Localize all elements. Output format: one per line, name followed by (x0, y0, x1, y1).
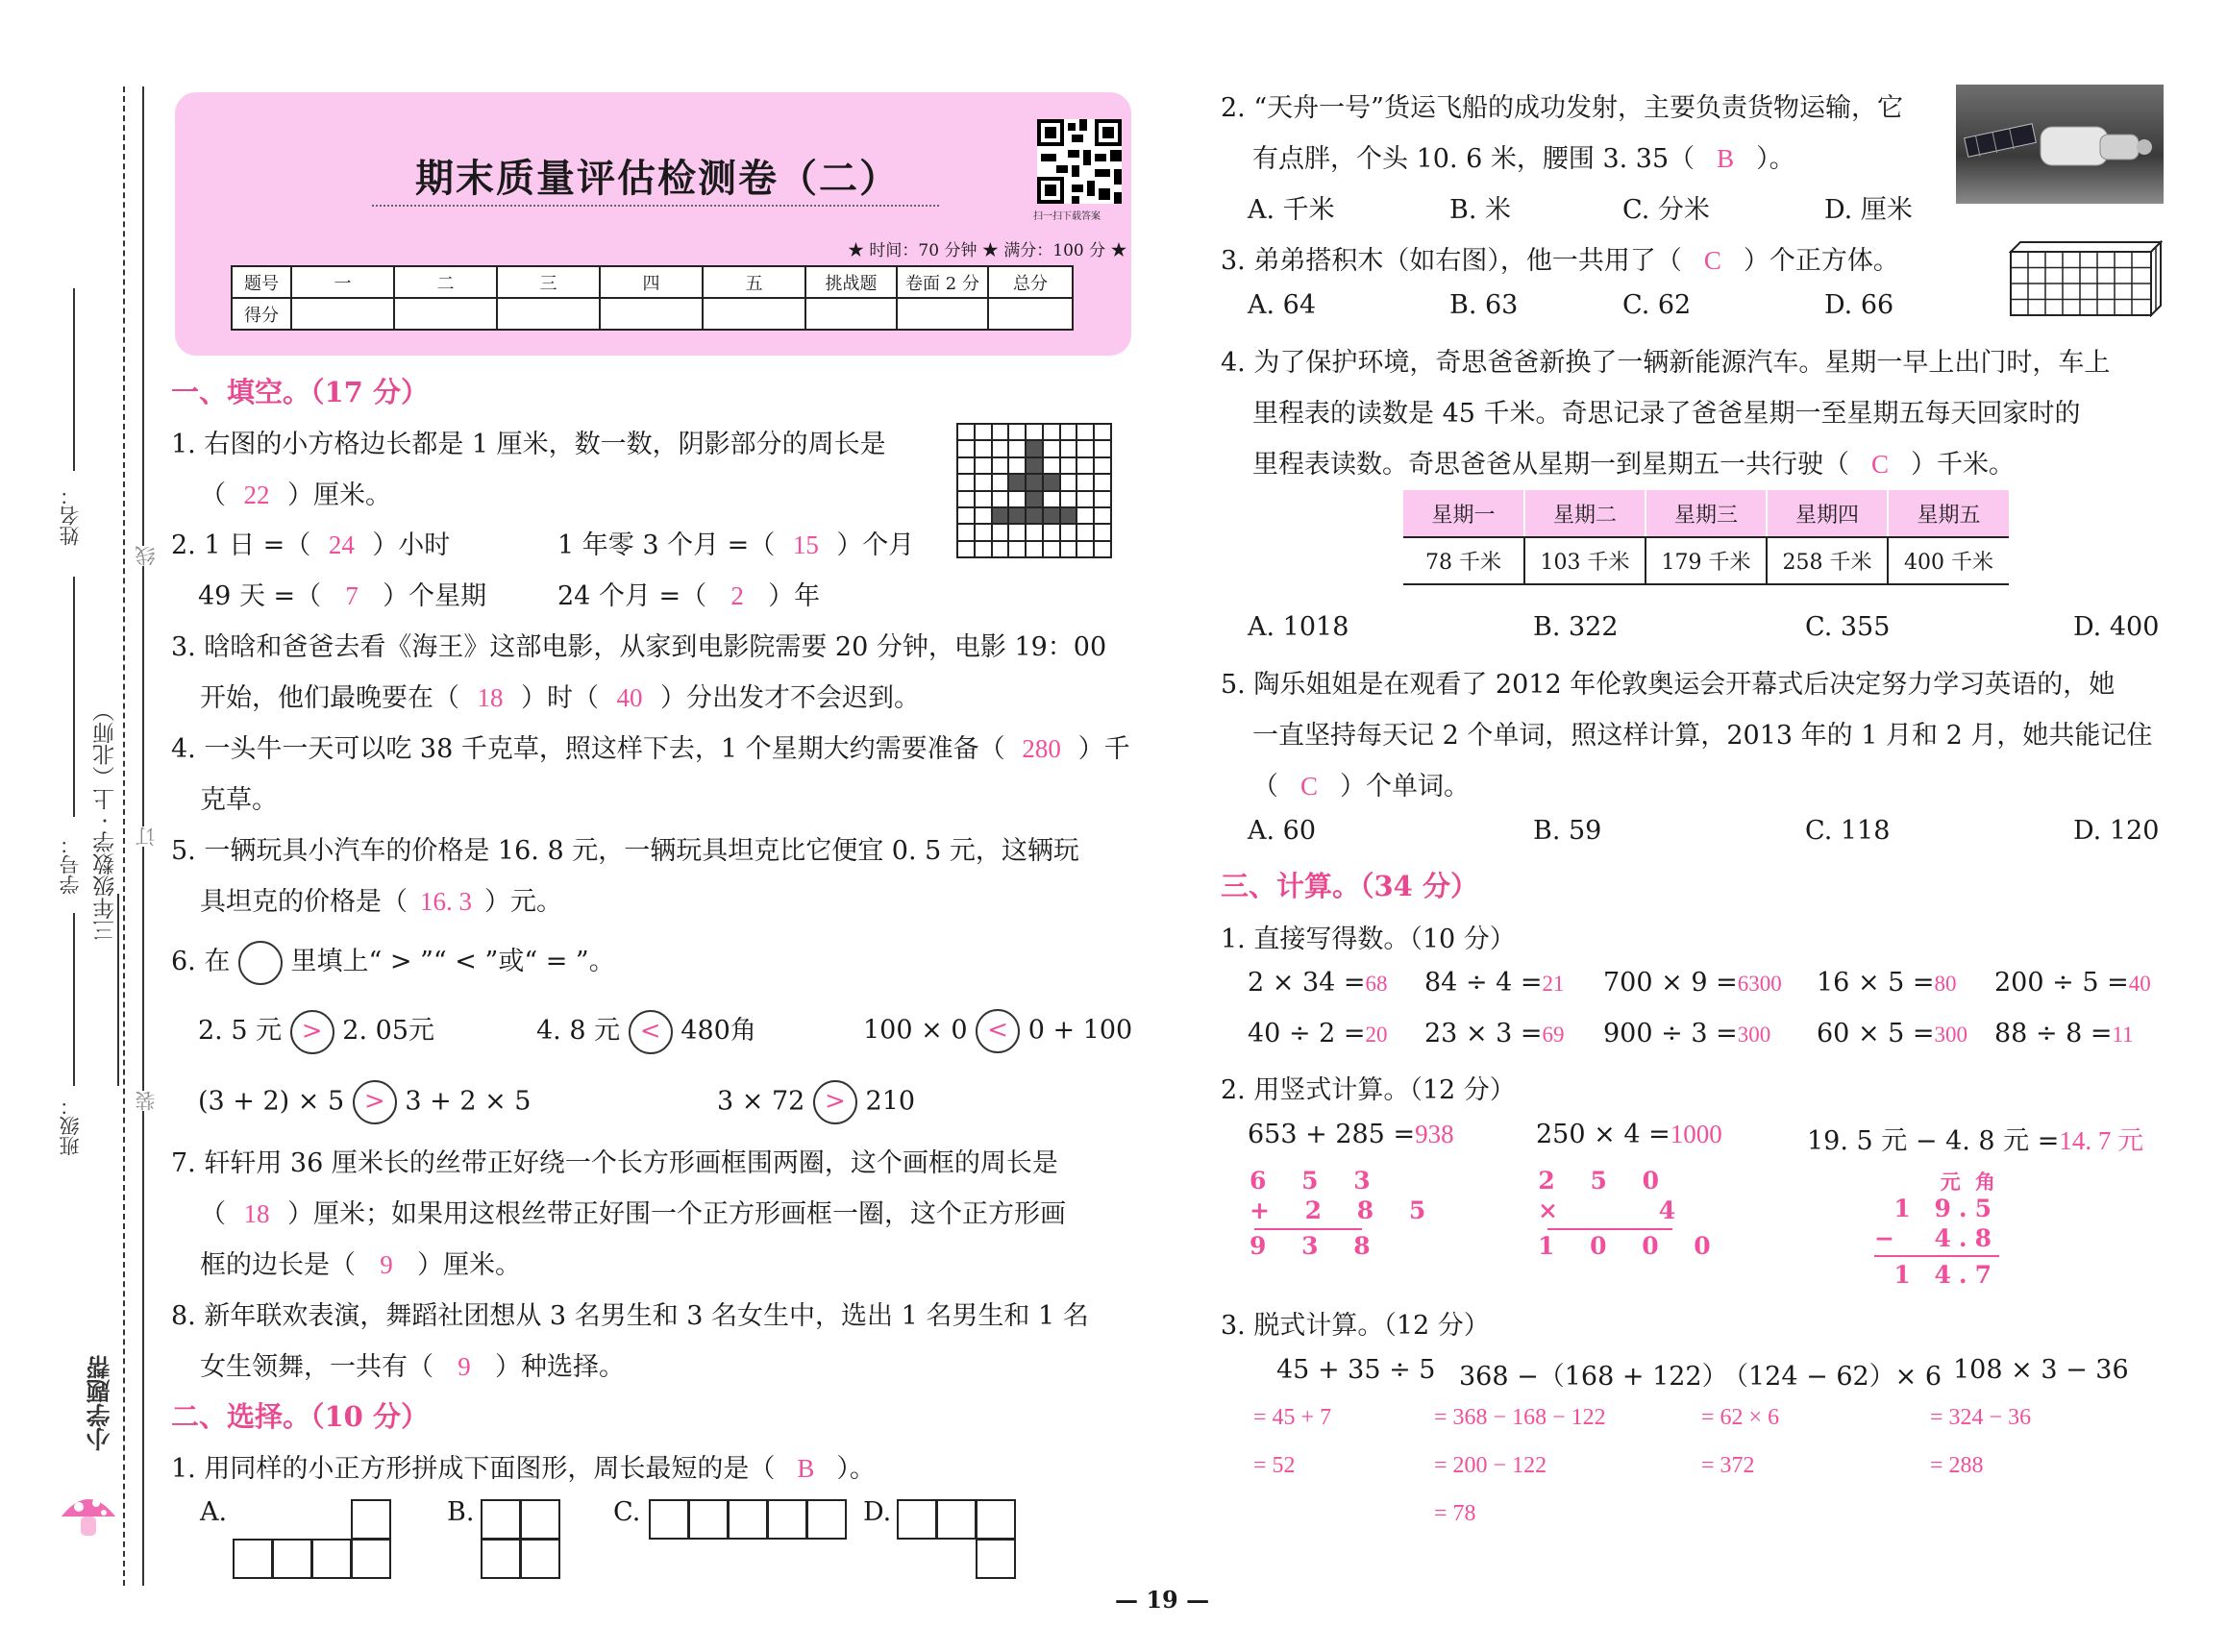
mental-calc-expr: 23 × 3 = (1424, 1019, 1543, 1048)
stepwise-step: = 52 (1253, 1453, 1296, 1478)
grid-cell (976, 525, 993, 541)
grid-cell-shaded (1009, 508, 1027, 525)
grid-cell (1009, 542, 1027, 558)
s3-q3-title: 3. 脱式计算。（12 分） (1221, 1311, 1490, 1341)
vcalc-row: 1 0 0 0 (1538, 1232, 1724, 1260)
score-header-cell: 五 (703, 266, 805, 298)
grid-cell (1077, 475, 1095, 491)
option-label-a: A. (200, 1497, 228, 1527)
shape-a (233, 1499, 396, 1582)
cube-stack-figure (2009, 240, 2163, 317)
grid-cell (1044, 425, 1061, 441)
stepwise-step: = 78 (1434, 1501, 1476, 1526)
s1-q2-d: 24 个月 =（ 2 ）年 (557, 581, 821, 611)
mental-calc-expr: 60 × 5 = (1817, 1019, 1935, 1048)
day-header: 星期一 (1403, 490, 1524, 537)
grid-cell-shaded (1061, 508, 1078, 525)
mental-calc-expr: 200 ÷ 5 = (1994, 968, 2129, 998)
vertical-calc-eq: 653 + 285 =938 (1248, 1120, 1454, 1149)
mental-calc-answer: 40 (2128, 972, 2151, 996)
grid-cell (1061, 492, 1078, 508)
time-info: ★ 时间：70 分钟 ★ 满分：100 分 ★ (848, 241, 1127, 260)
s1-q5-line1: 5. 一辆玩具小汽车的价格是 16. 8 元，一辆玩具坦克比它便宜 0. 5 元，这辆玩 (171, 836, 1079, 866)
s3-q1-title: 1. 直接写得数。（10 分） (1221, 925, 1516, 954)
score-input-cell[interactable] (600, 298, 703, 330)
s1-q2-a: 2. 1 日 =（ 24 ）小时 (171, 530, 451, 560)
mental-calc-item (1603, 968, 1782, 998)
grid-cell (1095, 458, 1112, 475)
spacecraft-photo (1956, 85, 2164, 204)
reading-cell: 258 千米 (1767, 537, 1888, 584)
vcalc-rule (1547, 1228, 1672, 1230)
score-header-cell: 卷面 2 分 (897, 266, 988, 298)
grid-cell (993, 425, 1010, 441)
grid-cell (958, 475, 976, 491)
s1-q8-line1: 8. 新年联欢表演，舞蹈社团想从 3 名男生和 3 名女生中，选出 1 名男生和 1 名 (171, 1301, 1089, 1331)
grid-cell (1077, 425, 1095, 441)
grid-cell (1061, 542, 1078, 558)
stepwise-step: = 62 × 6 (1701, 1405, 1780, 1430)
stepwise-step: = 288 (1930, 1453, 1984, 1478)
compare-answer-circle: < (976, 1009, 1020, 1053)
grid-cell (1095, 441, 1112, 457)
compare-item: 3 × 72 > 210 (717, 1080, 915, 1124)
s2-q2-line2: 有点胖，个头 10. 6 米，腰围 3. 35（ B ）。 (1252, 144, 1795, 174)
compare-item: 4. 8 元 < 480角 (536, 1009, 756, 1054)
option: C. 62 (1622, 290, 1692, 320)
option: D. 66 (1824, 290, 1894, 320)
vcalc-row: 元 角 (1940, 1170, 1999, 1194)
s1-q3-line2: 开始，他们最晚要在（ 18 ）时（ 40 ）分出发才不会迟到。 (200, 683, 920, 713)
score-input-cell[interactable] (988, 298, 1073, 330)
vertical-calc-eq: 250 × 4 =1000 (1536, 1120, 1722, 1149)
grid-cell (1061, 525, 1078, 541)
class-label: 班级： (59, 1096, 82, 1156)
s1-q7-line1: 7. 轩轩用 36 厘米长的丝带正好绕一个长方形画框围两圈，这个画框的周长是 (171, 1148, 1058, 1178)
seal-xian: 线 (132, 546, 161, 566)
grid-cell (976, 542, 993, 558)
mental-calc-item (1603, 1019, 1770, 1048)
option: D. 厘米 (1824, 195, 1913, 225)
reading-cell: 400 千米 (1888, 537, 2009, 584)
score-table (231, 265, 1074, 331)
option-label-b: B. (447, 1497, 475, 1527)
book-title: 三年级数学 · 上（北师） (93, 700, 118, 942)
score-input-cell[interactable] (897, 298, 988, 330)
exam-header (175, 92, 1131, 356)
option: D. 120 (2073, 816, 2160, 846)
grid-figure (956, 423, 1112, 558)
grid-cell (1095, 475, 1112, 491)
grid-cell (1044, 458, 1061, 475)
shape-b (481, 1499, 563, 1582)
s2-q5-line3: （ C ）个单词。 (1252, 772, 1470, 801)
reading-cell: 78 千米 (1403, 537, 1524, 584)
grid-cell (1061, 475, 1078, 491)
compare-answer-circle: > (353, 1080, 397, 1124)
s3-q2-title: 2. 用竖式计算。（12 分） (1221, 1075, 1516, 1105)
grid-cell (993, 441, 1010, 457)
day-header: 星期五 (1888, 490, 2009, 537)
stepwise-step: = 372 (1701, 1453, 1755, 1478)
score-input-cell[interactable] (394, 298, 497, 330)
s1-q4-line2: 克草。 (200, 785, 278, 815)
grid-cell (993, 542, 1010, 558)
seal-ding: 订 (132, 826, 161, 847)
brand-mushroom-icon (58, 1488, 119, 1540)
grid-cell-shaded (1027, 508, 1044, 525)
option: B. 米 (1449, 195, 1512, 225)
option: A. 64 (1248, 290, 1317, 320)
qr-code-icon[interactable] (1037, 119, 1122, 204)
score-header-cell: 题号 (232, 266, 291, 298)
mental-calc-item (1817, 1019, 1967, 1048)
stepwise-step: = 200 − 122 (1434, 1453, 1547, 1478)
student-id-label: 学号： (59, 834, 82, 895)
mental-calc-expr: 2 × 34 = (1248, 968, 1366, 998)
option: C. 355 (1805, 612, 1891, 642)
odometer-table (1403, 490, 2009, 585)
grid-cell (976, 508, 993, 525)
s1-q7-line3: 框的边长是（ 9 ）厘米。 (200, 1250, 521, 1280)
brand-label: 小学题帮 (86, 1355, 113, 1451)
day-header: 星期四 (1767, 490, 1888, 537)
mental-calc-answer: 6300 (1737, 972, 1782, 996)
mental-calc-item (1248, 1019, 1388, 1048)
seal-zhuang: 装 (132, 1091, 161, 1111)
book-title-underline (117, 894, 119, 1086)
option: C. 分米 (1622, 195, 1710, 225)
mental-calc-answer: 300 (1737, 1023, 1771, 1047)
s1-q1-line1: 1. 右图的小方格边长都是 1 厘米，数一数，阴影部分的周长是 (171, 430, 886, 459)
stepwise-step: = 45 + 7 (1253, 1405, 1332, 1430)
student-id-underline (73, 577, 75, 817)
vcalc-row: − 4.8 (1874, 1224, 1999, 1252)
option: C. 118 (1805, 816, 1891, 846)
s2-q2-line1: 2. “天舟一号”货运飞船的成功发射，主要负责货物运输，它 (1221, 93, 1903, 123)
compare-answer-circle: < (629, 1010, 673, 1054)
grid-cell (1077, 542, 1095, 558)
mental-calc-item (1248, 968, 1388, 998)
grid-cell-shaded (1027, 441, 1044, 457)
option: A. 1018 (1248, 612, 1349, 642)
option: B. 59 (1533, 816, 1602, 846)
grid-cell (1044, 525, 1061, 541)
compare-answer-circle: > (813, 1080, 857, 1124)
s2-q1-line1: 1. 用同样的小正方形拼成下面图形，周长最短的是（ B ）。 (171, 1454, 876, 1484)
stepwise-expr: （124 − 62）× 6 (1722, 1362, 1942, 1392)
reading-cell: 103 千米 (1524, 537, 1646, 584)
name-label: 姓名： (59, 485, 82, 546)
grid-cell (958, 542, 976, 558)
mental-calc-answer: 21 (1542, 972, 1565, 996)
mental-calc-item (1424, 968, 1565, 998)
grid-cell (993, 475, 1010, 491)
grid-cell-shaded (1044, 508, 1061, 525)
s1-q5-line2: 具坦克的价格是（ 16. 3 ）元。 (200, 887, 562, 917)
score-input-cell[interactable] (805, 298, 897, 330)
grid-cell (1009, 525, 1027, 541)
grid-cell (1044, 542, 1061, 558)
grid-cell-shaded (1027, 475, 1044, 491)
s2-q5-line2: 一直坚持每天记 2 个单词，照这样计算，2013 年的 1 月和 2 月，她共能记住 (1252, 721, 2153, 751)
grid-cell (1095, 492, 1112, 508)
mental-calc-expr: 16 × 5 = (1817, 968, 1935, 998)
stepwise-step: = 368 − 168 − 122 (1434, 1405, 1606, 1430)
grid-cell (1095, 508, 1112, 525)
grid-cell (958, 508, 976, 525)
section1-heading: 一、填空。（17 分） (171, 376, 429, 408)
grid-cell (1061, 441, 1078, 457)
grid-cell (976, 458, 993, 475)
option-label-d: D. (863, 1497, 892, 1527)
grid-cell (1077, 492, 1095, 508)
vcalc-row: × 4 (1538, 1196, 1690, 1224)
s2-q5-line1: 5. 陶乐姐姐是在观看了 2012 年伦敦奥运会开幕式后决定努力学习英语的，她 (1221, 670, 2116, 700)
grid-cell (1027, 425, 1044, 441)
grid-cell-shaded (993, 508, 1010, 525)
mental-calc-expr: 40 ÷ 2 = (1248, 1019, 1366, 1048)
page-number: — 19 — (1115, 1586, 1210, 1614)
vcalc-rule (1874, 1255, 1999, 1257)
day-header: 星期二 (1524, 490, 1646, 537)
stepwise-step: = 324 − 36 (1930, 1405, 2032, 1430)
vcalc-row: + 2 8 5 (1250, 1196, 1440, 1224)
option-label-c: C. (613, 1497, 641, 1527)
grid-cell-shaded (1027, 492, 1044, 508)
grid-cell (1095, 525, 1112, 541)
s2-q4-line3: 里程表读数。奇思爸爸从星期一到星期五一共行驶（ C ）千米。 (1252, 450, 2015, 480)
mental-calc-answer: 80 (1934, 972, 1957, 996)
grid-cell (1009, 492, 1027, 508)
section2-heading: 二、选择。（10 分） (171, 1400, 429, 1433)
score-header-cell: 二 (394, 266, 497, 298)
score-header-cell: 总分 (988, 266, 1073, 298)
grid-cell (1095, 542, 1112, 558)
empty-circle-icon (238, 941, 283, 985)
grid-cell (958, 458, 976, 475)
score-input-cell[interactable] (703, 298, 805, 330)
option: D. 400 (2073, 612, 2160, 642)
grid-cell-shaded (1009, 475, 1027, 491)
mental-calc-item (1994, 1019, 2134, 1048)
grid-cell (1077, 458, 1095, 475)
s1-q6-title: 6. 在 里填上“ > ”“ < ”或“ = ”。 (171, 940, 615, 985)
vcalc-row: 9 3 8 (1250, 1232, 1384, 1260)
grid-cell (1009, 441, 1027, 457)
grid-cell (958, 525, 976, 541)
section3-heading: 三、计算。（34 分） (1221, 870, 1478, 902)
reading-cell: 179 千米 (1646, 537, 1767, 584)
vcalc-row: 1 9.5 (1893, 1195, 1999, 1222)
vcalc-row: 1 4.7 (1893, 1261, 1999, 1289)
stepwise-expr: 45 + 35 ÷ 5 (1276, 1355, 1436, 1385)
mental-calc-answer: 68 (1365, 972, 1388, 996)
grid-cell (993, 525, 1010, 541)
grid-cell (958, 425, 976, 441)
day-header: 星期三 (1646, 490, 1767, 537)
s1-q1-line2: （ 22 ）厘米。 (200, 481, 391, 510)
grid-cell-shaded (1027, 458, 1044, 475)
mental-calc-expr: 84 ÷ 4 = (1424, 968, 1543, 998)
score-input-cell[interactable] (497, 298, 600, 330)
binding-line-dashed (123, 86, 125, 1586)
mental-calc-item (1817, 968, 1957, 998)
grid-cell (976, 425, 993, 441)
grid-cell (976, 475, 993, 491)
s2-q4-line1: 4. 为了保护环境，奇思爸爸新换了一辆新能源汽车。星期一早上出门时，车上 (1221, 348, 2111, 378)
mental-calc-answer: 11 (2112, 1023, 2134, 1047)
mental-calc-item (1424, 1019, 1565, 1048)
grid-cell (958, 492, 976, 508)
grid-cell (1027, 525, 1044, 541)
grid-cell-shaded (1044, 475, 1061, 491)
compare-answer-circle: > (290, 1010, 334, 1054)
grid-cell (1077, 525, 1095, 541)
s1-q3-line1: 3. 晗晗和爸爸去看《海王》这部电影，从家到电影院需要 20 分钟，电影 19：00 (171, 632, 1107, 662)
score-input-cell[interactable] (291, 298, 394, 330)
mental-calc-answer: 300 (1934, 1023, 1968, 1047)
grid-cell (1027, 542, 1044, 558)
mental-calc-answer: 20 (1365, 1023, 1388, 1047)
grid-cell (1077, 508, 1095, 525)
title-rule (372, 205, 939, 207)
option: B. 63 (1449, 290, 1519, 320)
mental-calc-expr: 88 ÷ 8 = (1994, 1019, 2113, 1048)
option: B. 322 (1533, 612, 1619, 642)
s1-q4-line1: 4. 一头牛一天可以吃 38 千克草，照这样下去，1 个星期大约需要准备（ 280 ）千 (171, 734, 1130, 764)
grid-cell (976, 492, 993, 508)
s2-q3-line1: 3. 弟弟搭积木（如右图），他一共用了（ C ）个正方体。 (1221, 246, 1899, 276)
compare-item: 2. 5 元 > 2. 05元 (198, 1009, 434, 1054)
s2-q4-line2: 里程表的读数是 45 千米。奇思记录了爸爸星期一至星期五每天回家时的 (1252, 399, 2081, 429)
stepwise-expr: 108 × 3 − 36 (1953, 1355, 2129, 1385)
qr-caption: 扫一扫下载答案 (1033, 211, 1101, 222)
grid-cell (976, 441, 993, 457)
mental-calc-expr: 700 × 9 = (1603, 968, 1738, 998)
grid-cell (1044, 492, 1061, 508)
shape-d (897, 1499, 1022, 1582)
grid-cell (1095, 425, 1112, 441)
shape-c (649, 1499, 851, 1541)
s1-q8-line2: 女生领舞，一共有（ 9 ）种选择。 (200, 1352, 625, 1382)
grid-cell (1061, 458, 1078, 475)
score-header-cell: 四 (600, 266, 703, 298)
s1-q7-line2: （ 18 ）厘米；如果用这根丝带正好围一个正方形画框一圈，这个正方形画 (200, 1199, 1066, 1229)
vertical-calc-eq: 19. 5 元 − 4. 8 元 =14. 7 元 (1807, 1126, 2144, 1156)
name-underline (73, 288, 75, 471)
grid-cell (993, 458, 1010, 475)
grid-cell (993, 492, 1010, 508)
page-title: 期末质量评估检测卷（二） (415, 156, 900, 201)
score-header-cell: 挑战题 (805, 266, 897, 298)
grid-cell (1009, 425, 1027, 441)
grid-cell (1009, 458, 1027, 475)
score-row-label: 得分 (232, 298, 291, 330)
mental-calc-item (1994, 968, 2151, 998)
mental-calc-expr: 900 ÷ 3 = (1603, 1019, 1738, 1048)
s1-q2-c: 49 天 =（ 7 ）个星期 (198, 581, 487, 611)
score-header-cell: 一 (291, 266, 394, 298)
compare-item: 100 × 0 < 0 + 100 (863, 1009, 1132, 1053)
grid-cell (1061, 425, 1078, 441)
option: A. 千米 (1248, 195, 1335, 225)
s1-q2-b: 1 年零 3 个月 =（ 15 ）个月 (557, 530, 915, 560)
grid-cell (958, 441, 976, 457)
option: A. 60 (1248, 816, 1317, 846)
mental-calc-answer: 69 (1542, 1023, 1565, 1047)
stepwise-expr: 368 −（168 + 122） (1459, 1362, 1728, 1392)
answer: 22 (243, 481, 270, 509)
vcalc-row: 6 5 3 (1250, 1167, 1384, 1195)
class-underline (73, 913, 75, 1086)
compare-item: (3 + 2) × 5 > 3 + 2 × 5 (198, 1080, 532, 1124)
vcalc-rule (1254, 1228, 1362, 1230)
grid-cell (1077, 441, 1095, 457)
vcalc-row: 2 5 0 (1538, 1167, 1672, 1195)
grid-cell (1044, 441, 1061, 457)
score-header-cell: 三 (497, 266, 600, 298)
